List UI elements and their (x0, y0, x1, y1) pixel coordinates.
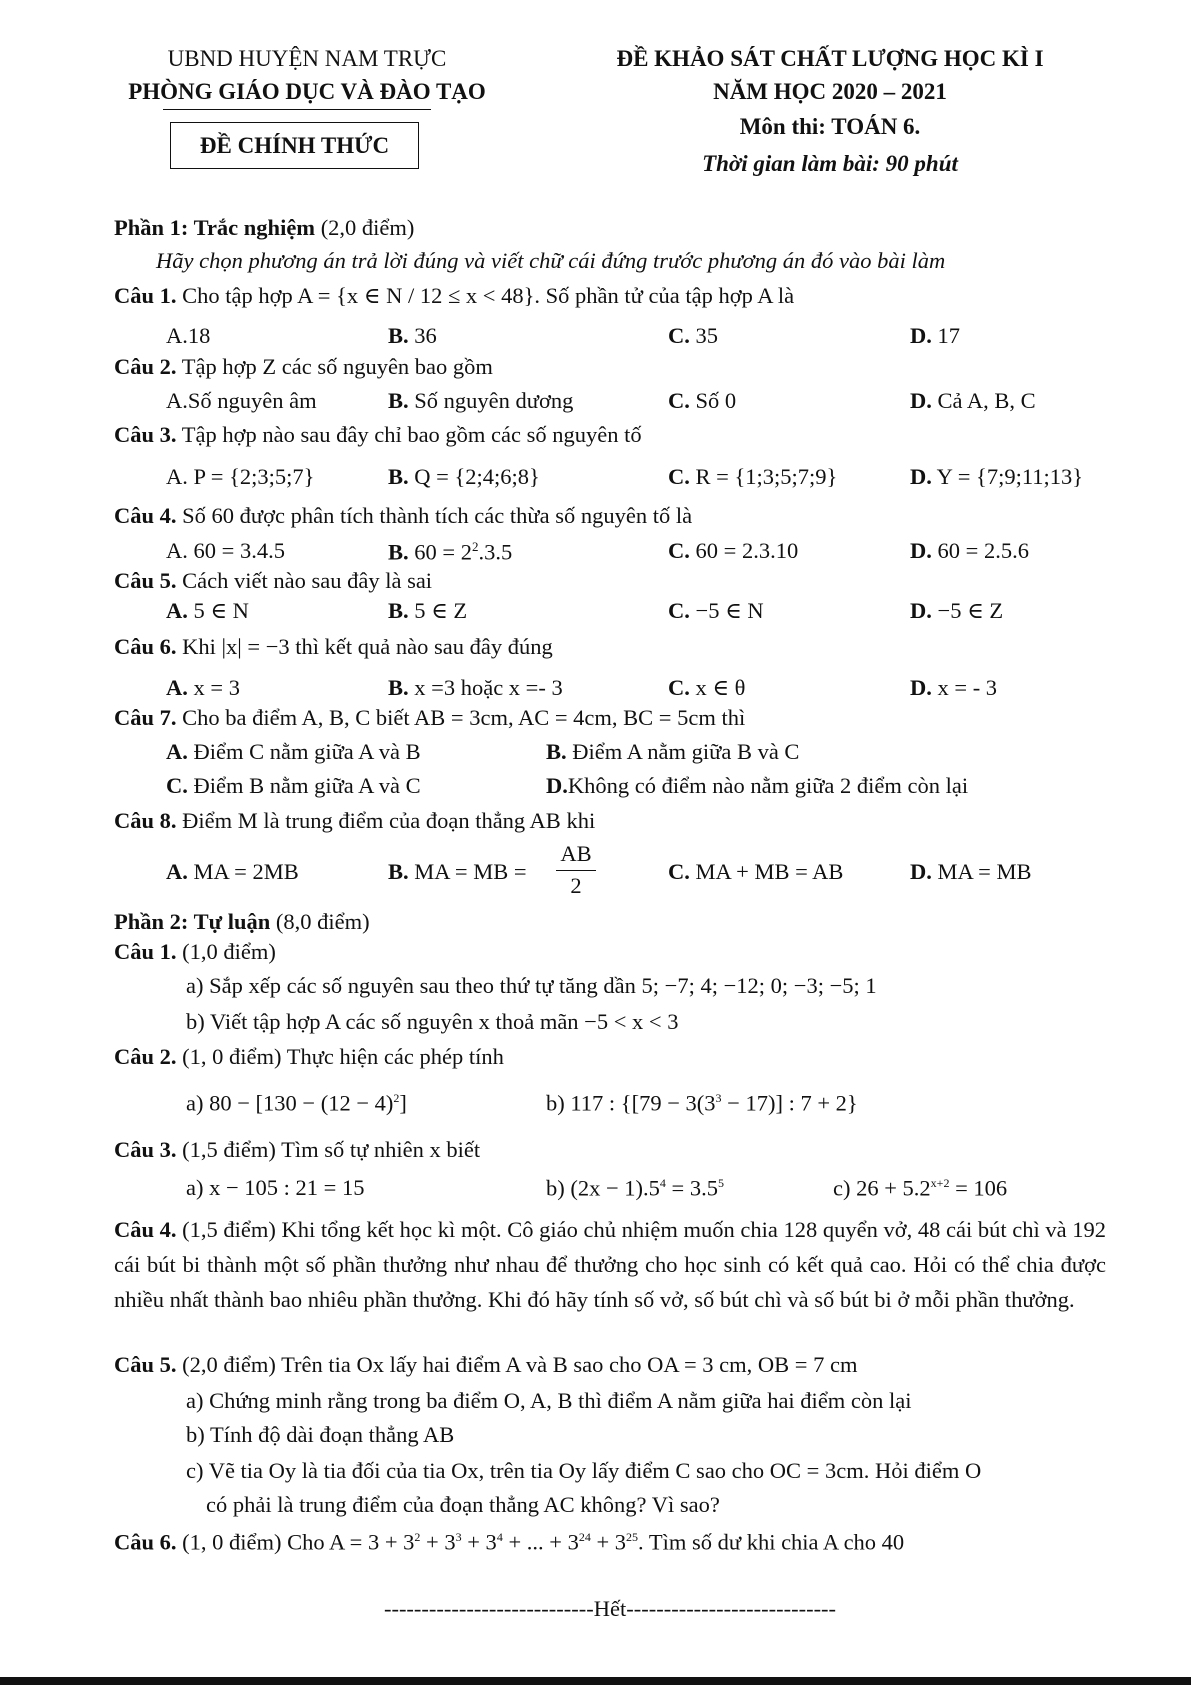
exam-title: ĐỀ KHẢO SÁT CHẤT LƯỢNG HỌC KÌ I (616, 46, 1044, 71)
essay-q5-a: a) Chứng minh rằng trong ba điểm O, A, B thì điểm A nằm giữa hai điểm còn lại (186, 1388, 912, 1413)
q3-option-c: C. R = {1;3;5;7;9} (668, 464, 838, 489)
official-stamp-box (170, 122, 419, 169)
q1-option-c: C. 35 (668, 323, 718, 348)
fraction-denominator: 2 (570, 872, 582, 898)
official-label: ĐỀ CHÍNH THỨC (199, 133, 390, 158)
q4-stem: Câu 4. Số 60 được phân tích thành tích các thừa số nguyên tố là (114, 503, 693, 528)
part2-heading: Phần 2: Tự luận (8,0 điểm) (114, 909, 370, 934)
subject: Môn thi: TOÁN 6. (739, 114, 921, 139)
q1-stem: Câu 1. Cho tập hợp A = {x ∈ N / 12 ≤ x < 48}. Số phần tử của tập hợp A là (114, 283, 795, 308)
q5-stem: Câu 5. Cách viết nào sau đây là sai (114, 568, 433, 593)
q3-option-d: D. Y = {7;9;11;13} (910, 464, 1084, 489)
essay-q5-c: c) Vẽ tia Oy là tia đối của tia Ox, trên tia Oy lấy điểm C sao cho OC = 3cm. Hỏi điểm O (186, 1458, 982, 1483)
header-underline (163, 109, 431, 110)
fraction-numerator: AB (560, 841, 592, 866)
q8-option-b: B. MA = MB = (388, 859, 527, 884)
essay-q5-c-continued: có phải là trung điểm của đoạn thẳng AC không? Vì sao? (206, 1492, 720, 1517)
q7-option-b: B. Điểm A nằm giữa B và C (546, 739, 800, 764)
q8-option-a: A. MA = 2MB (166, 859, 299, 884)
essay-q5-b: b) Tính độ dài đoạn thẳng AB (186, 1422, 455, 1447)
essay-q3-c: c) $26 + 5.2^{x+2} = 106$ (833, 1175, 1008, 1201)
q6-option-a: A. x = 3 (166, 675, 240, 700)
q2-option-d: D. Cả A, B, C (910, 388, 1036, 413)
q1-option-a: A.18 (166, 323, 211, 348)
part1-heading: Phần 1: Trắc nghiệm (2,0 điểm) (114, 215, 415, 240)
q5-option-b: B. 5 ∈ Z (388, 598, 468, 623)
q5-option-c: C. −5 ∈ N (668, 598, 764, 623)
essay-q3-a: a) x − 105 : 21 = 15 (186, 1175, 365, 1200)
essay-q1-b: b) Viết tập hợp A các số nguyên x thoả mãn −5 < x < 3 (186, 1009, 679, 1034)
q3-stem: Câu 3. Tập hợp nào sau đây chỉ bao gồm các số nguyên tố (114, 422, 642, 447)
essay-q3-stem: Câu 3. (1,5 điểm) Tìm số tự nhiên x biết (114, 1137, 481, 1162)
essay-q5-stem: Câu 5. (2,0 điểm) Trên tia Ox lấy hai điểm A và B sao cho OA = 3 cm, OB = 7 cm (114, 1352, 858, 1377)
q2-stem: Câu 2. Tập hợp Z các số nguyên bao gồm (114, 354, 493, 379)
q4-option-b: B. $60 = 2^2.3.5$ (388, 539, 513, 565)
q8-option-d: D. MA = MB (910, 859, 1032, 884)
essay-q4: Câu 4. (1,5 điểm) Khi tổng kết học kì một. Cô giáo chủ nhiệm muốn chia 128 quyển vở, 48 cái bút chì và 192 cái bút bi thành một số phần thưởng như nhau để thưởng cho học sinh có kết quả cao. Hỏi có thể chia được nhiều nhất thành bao nhiêu phần thưởng. Khi đó hãy tính số vở, số bút chì và số bút bi ở mỗi phần thưởng. (114, 1217, 1106, 1312)
essay-q2-stem: Câu 2. (1, 0 điểm) Thực hiện các phép tính (114, 1044, 504, 1069)
q3-option-b: B. Q = {2;4;6;8} (388, 464, 540, 489)
q7-option-d: D.Không có điểm nào nằm giữa 2 điểm còn lại (546, 773, 969, 798)
q4-option-d: D. 60 = 2.5.6 (910, 538, 1029, 563)
q6-option-d: D. x = - 3 (910, 675, 998, 700)
q1-option-d: D. 17 (910, 323, 960, 348)
duration: Thời gian làm bài: 90 phút (702, 151, 958, 176)
q8-fraction (556, 843, 596, 897)
q7-option-a: A. Điểm C nằm giữa A và B (166, 739, 421, 764)
part1-instruction: Hãy chọn phương án trả lời đúng và viết chữ cái đứng trước phương án đó vào bài làm (156, 248, 946, 273)
department-name: UBND HUYỆN NAM TRỰC (167, 46, 447, 71)
end-of-exam: ----------------------------Hết---------------------------- (383, 1596, 837, 1621)
q6-option-c: C. x ∈ θ (668, 675, 746, 700)
essay-q2-a: a) $80 - [130 - (12 - 4)^2]$ (186, 1090, 407, 1116)
q3-option-a: A. P = {2;3;5;7} (166, 464, 315, 489)
q2-option-a: A.Số nguyên âm (166, 388, 317, 413)
essay-q2-b: b) 117 : {$[79 - 3(3^3 - 17)]$ : 7 + 2} (546, 1090, 858, 1116)
q7-option-c: C. Điểm B nằm giữa A và C (166, 773, 421, 798)
q4-option-c: C. 60 = 2.3.10 (668, 538, 799, 563)
essay-q6: Câu 6. (1, 0 điểm) Cho $A = 3 + 3^2 + 3^3 + 3^4$ + ... + $3^{24} + 3^{25}$. Tìm số dư khi chia A cho 40 (114, 1529, 905, 1555)
q8-stem: Câu 8. Điểm M là trung điểm của đoạn thẳng AB khi (114, 808, 596, 833)
q7-stem: Câu 7. Cho ba điểm A, B, C biết AB = 3cm, AC = 4cm, BC = 5cm thì (114, 705, 746, 730)
fraction-bar (556, 870, 596, 871)
office-name: PHÒNG GIÁO DỤC VÀ ĐÀO TẠO (128, 79, 486, 104)
q1-option-b: B. 36 (388, 323, 437, 348)
scan-bottom-edge (0, 1677, 1191, 1685)
q2-option-b: B. Số nguyên dương (388, 388, 574, 413)
q5-option-a: A. 5 ∈ N (166, 598, 249, 623)
q5-option-d: D. −5 ∈ Z (910, 598, 1004, 623)
q6-stem: Câu 6. Khi |x| = −3 thì kết quả nào sau đây đúng (114, 634, 553, 659)
q8-option-c: C. MA + MB = AB (668, 859, 844, 884)
q6-option-b: B. x =3 hoặc x =- 3 (388, 675, 563, 700)
school-year: NĂM HỌC 2020 – 2021 (713, 79, 947, 104)
q4-option-a: A. 60 = 3.4.5 (166, 538, 285, 563)
essay-q1-a: a) Sắp xếp các số nguyên sau theo thứ tự tăng dần 5; −7; 4; −12; 0; −3; −5; 1 (186, 973, 877, 998)
essay-q3-b: b) $(2x - 1).5^4 = 3.5^5$ (546, 1175, 724, 1201)
essay-q1-stem: Câu 1. (1,0 điểm) (114, 939, 276, 964)
q2-option-c: C. Số 0 (668, 388, 737, 413)
